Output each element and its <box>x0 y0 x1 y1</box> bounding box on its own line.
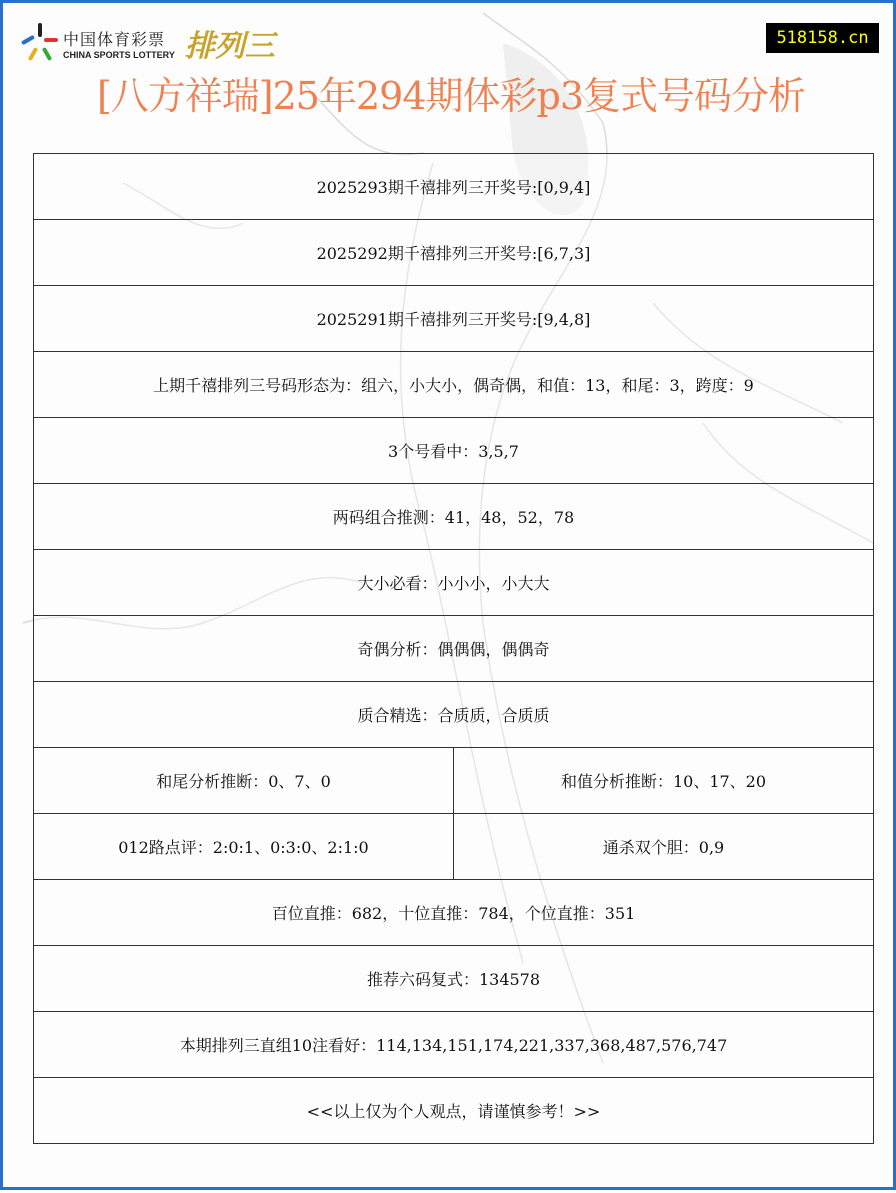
table-cell: 2025292期千禧排列三开奖号:[6,7,3] <box>34 220 874 286</box>
table-cell: 2025293期千禧排列三开奖号:[0,9,4] <box>34 154 874 220</box>
table-row <box>34 154 874 220</box>
table-row <box>34 1012 874 1078</box>
table-cell: 012路点评：2:0:1、0:3:0、2:1:0 <box>34 814 454 880</box>
table-cell: 两码组合推测：41，48，52，78 <box>34 484 874 550</box>
table-row <box>34 418 874 484</box>
table-row <box>34 286 874 352</box>
table-cell: 百位直推：682，十位直推：784，个位直推：351 <box>34 880 874 946</box>
site-badge[interactable]: 518158.cn <box>766 23 879 53</box>
table-row <box>34 682 874 748</box>
table-row <box>34 814 874 880</box>
lottery-star-icon <box>23 23 57 63</box>
table-row <box>34 220 874 286</box>
table-row <box>34 616 874 682</box>
analysis-table <box>33 153 874 1144</box>
lottery-logo <box>23 21 275 65</box>
table-row <box>34 946 874 1012</box>
page-title: [八方祥瑞]25年294期体彩p3复式号码分析 <box>96 74 806 118</box>
table-row <box>34 748 874 814</box>
table-cell: 推荐六码复式：134578 <box>34 946 874 1012</box>
table-row <box>34 550 874 616</box>
table-row <box>34 880 874 946</box>
table-row <box>34 352 874 418</box>
table-cell: 和值分析推断：10、17、20 <box>454 748 874 814</box>
table-cell: <<以上仅为个人观点，请谨慎参考！>> <box>34 1078 874 1144</box>
table-cell: 上期千禧排列三号码形态为：组六，小大小，偶奇偶，和值：13，和尾：3，跨度：9 <box>34 352 874 418</box>
table-cell: 本期排列三直组10注看好：114,134,151,174,221,337,368,487,576,747 <box>34 1012 874 1078</box>
table-cell: 2025291期千禧排列三开奖号:[9,4,8] <box>34 286 874 352</box>
logo-game-text: 排列三 <box>184 30 275 63</box>
table-cell: 和尾分析推断：0、7、0 <box>34 748 454 814</box>
table-cell: 大小必看：小小小，小大大 <box>34 550 874 616</box>
table-cell: 通杀双个胆：0,9 <box>454 814 874 880</box>
table-row <box>34 1078 874 1144</box>
table-cell: 奇偶分析：偶偶偶，偶偶奇 <box>34 616 874 682</box>
table-cell: 3个号看中：3,5,7 <box>34 418 874 484</box>
table-cell: 质合精选：合质质，合质质 <box>34 682 874 748</box>
table-row <box>34 484 874 550</box>
logo-cn-text: 中国体育彩票 <box>63 31 166 49</box>
logo-en-text: CHINA SPORTS LOTTERY <box>63 49 175 60</box>
